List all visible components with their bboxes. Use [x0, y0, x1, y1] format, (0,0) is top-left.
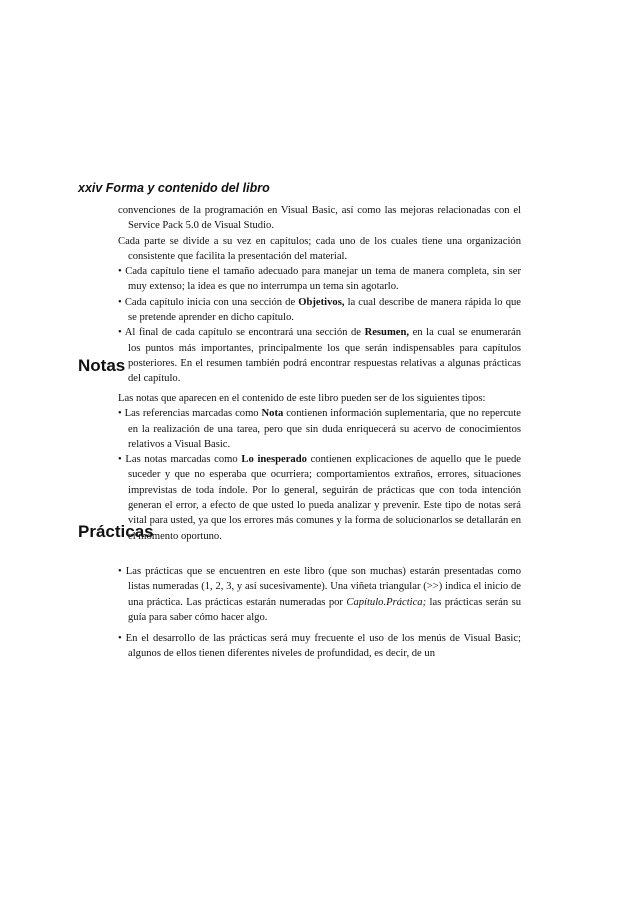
- bullet-icon: •: [118, 633, 122, 645]
- intro-paragraph-2: Cada parte se divide a su vez en capítulos; cada uno de los cuales tiene una organización consistente que facilita la presentación del material.: [118, 235, 521, 262]
- nota-term: Nota: [261, 408, 284, 420]
- running-head: xxiv Forma y contenido del libro: [78, 181, 270, 195]
- bullet-icon: •: [118, 408, 122, 420]
- bullet-icon: •: [118, 266, 122, 278]
- intro-bullet-1: • Cada capítulo tiene el tamaño adecuado para manejar un tema de manera completa, sin ser muy extenso; la idea es que no interrumpa un tema sin agotarlo.: [118, 266, 521, 293]
- notas-bullet-2: • Las notas marcadas como Lo inesperado contienen explicaciones de aquello que le puede suceder y que no esperaba que ocurriera; comportamientos extraños, errores, situaciones imprevistas de toda índole. Por lo general, seguirán de prácticas que con toda intención generan el error, a efecto de que usted lo pueda analizar y prevenir. Este tipo de notas será vital para usted, ya que los errores más comunes y la forma de solucionarlos se detallarán en el momento oportuno.: [118, 454, 521, 542]
- objetivos-term: Objetivos,: [298, 296, 345, 308]
- intro-bullet-3: • Al final de cada capítulo se encontrará una sección de Resumen, en la cual se enumerarán los puntos más importantes, principalmente los que serán indispensables para capítulos posteriores. En el resumen también podrá encontrar respuestas relativas a algunas prácticas del capítulo.: [118, 327, 521, 385]
- practicas-bullet-2: • En el desarrollo de las prácticas será muy frecuente el uso de los menús de Visual Basic; algunos de ellos tienen diferentes niveles de profundidad, es decir, de un: [118, 633, 521, 660]
- section-title-notas: Notas: [78, 356, 126, 375]
- notas-bullet-1: • Las referencias marcadas como Nota contienen información suplementaria, que no repercute en la realización de una tarea, pero que sin duda enriquecerá su acervo de conocimientos relativos a Visual Basic.: [118, 408, 521, 450]
- section-title-practicas: Prácticas: [78, 522, 154, 541]
- bullet-icon: •: [118, 327, 122, 339]
- resumen-term: Resumen,: [364, 327, 410, 339]
- notas-lead: Las notas que aparecen en el contenido de este libro pueden ser de los siguientes tipos:: [118, 393, 486, 404]
- intro-bullet-2: • Cada capítulo inicia con una sección de Objetivos, la cual describe de manera rápida lo que se pretende aprender en dicho capítulo.: [118, 296, 521, 324]
- bullet-icon: •: [118, 566, 122, 577]
- practicas-bullet-1: • Las prácticas que se encuentren en este libro (que son muchas) estarán presentadas como listas numeradas (1, 2, 3, y así sucesivamente). Una viñeta triangular (>>) indica el inicio de una práctica. Las prácticas estarán numeradas por Capítulo.Práctica; las prácticas serán su guía para saber cómo hacer algo.: [118, 566, 522, 623]
- lo-inesperado-term: Lo inesperado: [241, 454, 307, 466]
- notas-block: [118, 391, 521, 544]
- intro-block: [118, 203, 521, 387]
- intro-paragraph-1: convenciones de la programación en Visual Basic, así como las mejoras relacionadas con el Service Pack 5.0 de Visual Studio.: [118, 205, 521, 232]
- bullet-icon: •: [118, 296, 122, 308]
- practicas-block: [118, 564, 521, 662]
- capitulo-practica-term: Capítulo.Práctica;: [346, 596, 427, 608]
- bullet-icon: •: [118, 454, 122, 466]
